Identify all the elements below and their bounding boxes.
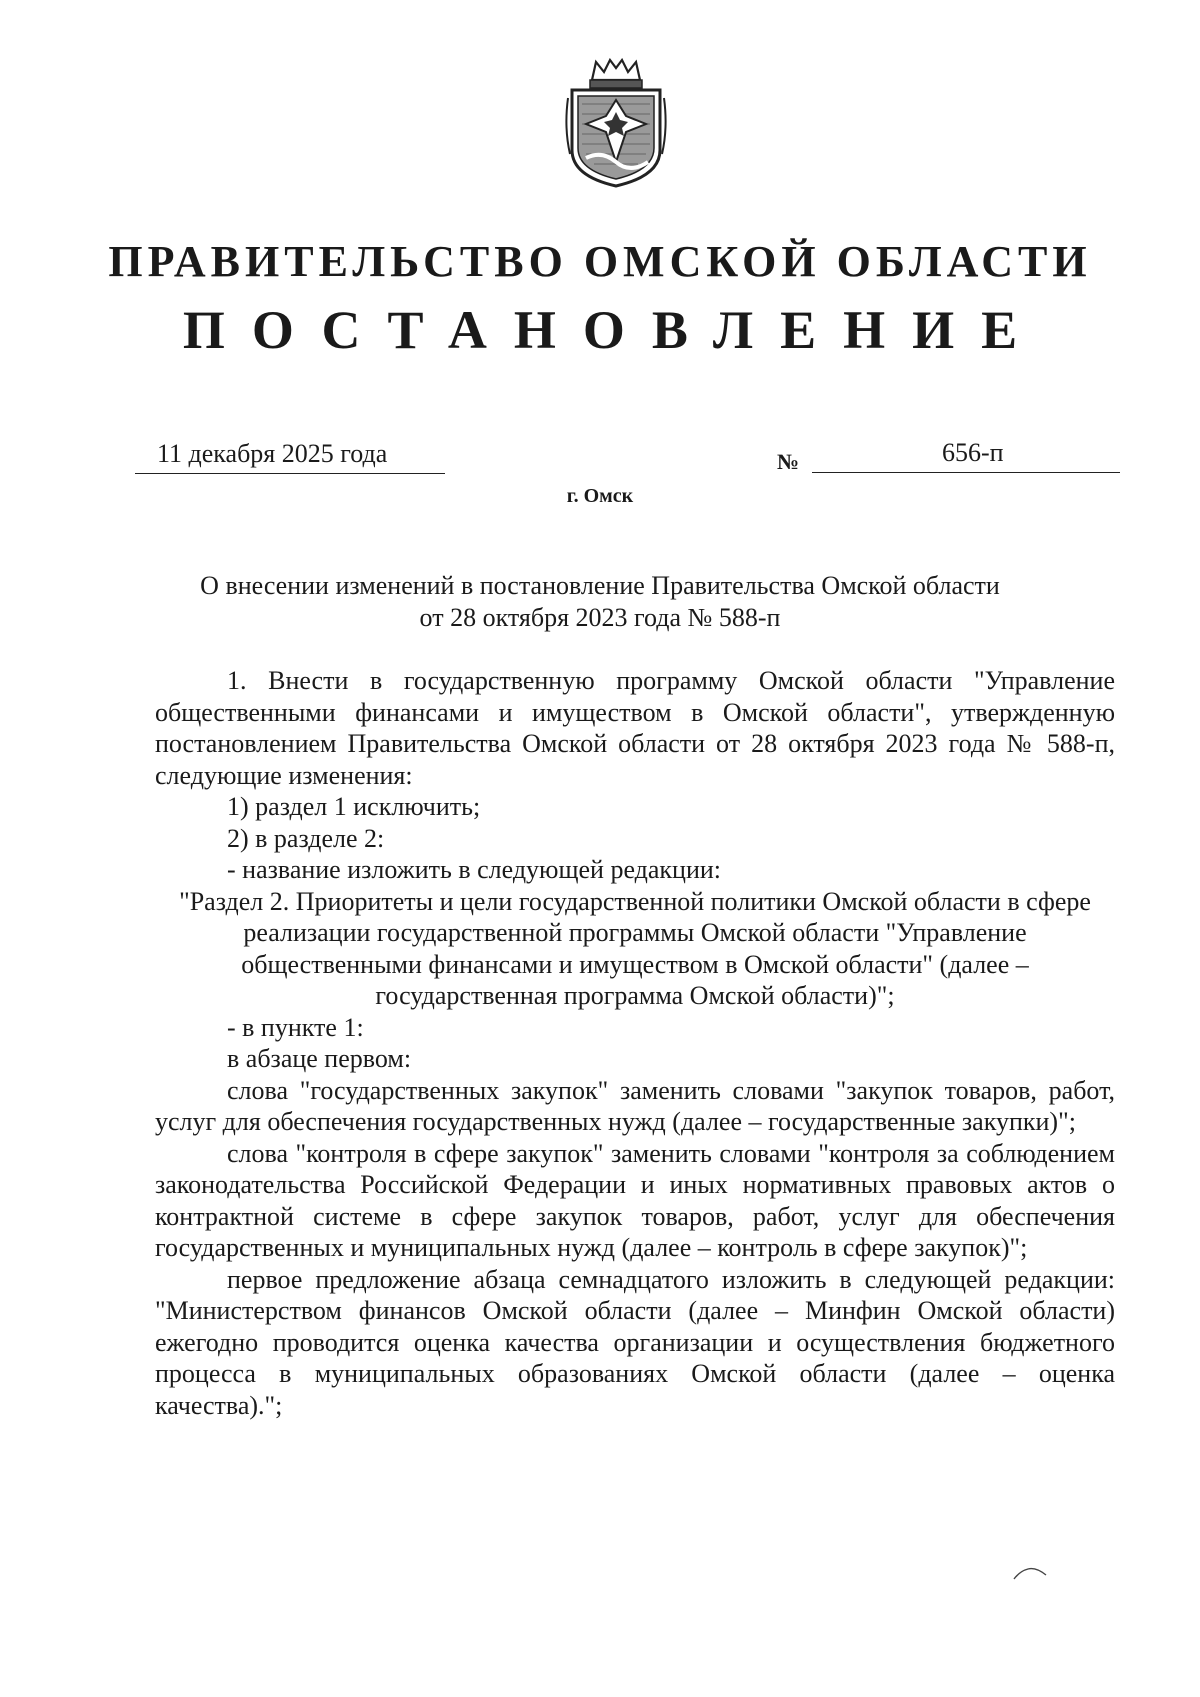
paragraph-6: - в пункте 1: [227, 1012, 364, 1042]
paragraph-3: 2) в разделе 2: [227, 823, 385, 853]
document-date-field [135, 437, 445, 474]
heading-line-2: от 28 октября 2023 года № 588-п [419, 603, 781, 632]
government-title: ПРАВИТЕЛЬСТВО ОМСКОЙ ОБЛАСТИ [108, 237, 1092, 286]
document-date: 11 декабря 2025 года [157, 439, 388, 468]
heading-line-1: О внесении изменений в постановление Правительства Омской области [200, 571, 1000, 600]
paragraph-2: 1) раздел 1 исключить; [227, 792, 481, 821]
document-number: 656-п [942, 438, 1004, 467]
document-body [155, 665, 1115, 1421]
document-type-title: ПОСТАНОВЛЕНИЕ [182, 300, 1045, 360]
number-label: № [777, 449, 800, 474]
document-number-field [812, 436, 1120, 473]
paragraph-5-section-title: "Раздел 2. Приоритеты и цели государственной политики Омской области в сфере реализации государственной программы Омской области "Управление общественными финансами и имуществом в Омской области" (далее – государственная программа Омской области)"; [179, 886, 1091, 1010]
paragraph-10: первое предложение абзаца семнадцатого изложить в следующей редакции: "Министерством финансов Омской области (далее – Минфин Омской области) ежегодно проводится оценка качества организации и осуществления бюджетного процесса в муниципальных образованиях Омской области (далее – оценка качества)."; [155, 1264, 1115, 1420]
city-label: г. Омск [566, 485, 634, 507]
paragraph-8: слова "государственных закупок" заменить словами "закупок товаров, работ, услуг для обеспечения государственных нужд (далее – государственные закупки)"; [155, 1075, 1115, 1136]
initials-mark [1012, 1565, 1052, 1583]
paragraph-4: - название изложить в следующей редакции: [227, 855, 722, 884]
document-heading [150, 570, 1050, 634]
paragraph-7: в абзаце первом: [227, 1044, 412, 1073]
paragraph-9: слова "контроля в сфере закупок" заменить словами "контроля за соблюдением законодательства Российской Федерации и иных нормативных правовых актов о контрактной системе в сфере закупок товаров, работ, услуг для обеспечения государственных и муниципальных нужд (далее – контроль в сфере закупок)"; [155, 1138, 1115, 1262]
paragraph-1: 1. Внести в государственную программу Омской области "Управление общественными финансами и имуществом в Омской области", утвержденную постановлением Правительства Омской области от 28 октября 2023 года № 588-п, следующие изменения: [155, 666, 1115, 790]
coat-of-arms-emblem [562, 58, 670, 190]
